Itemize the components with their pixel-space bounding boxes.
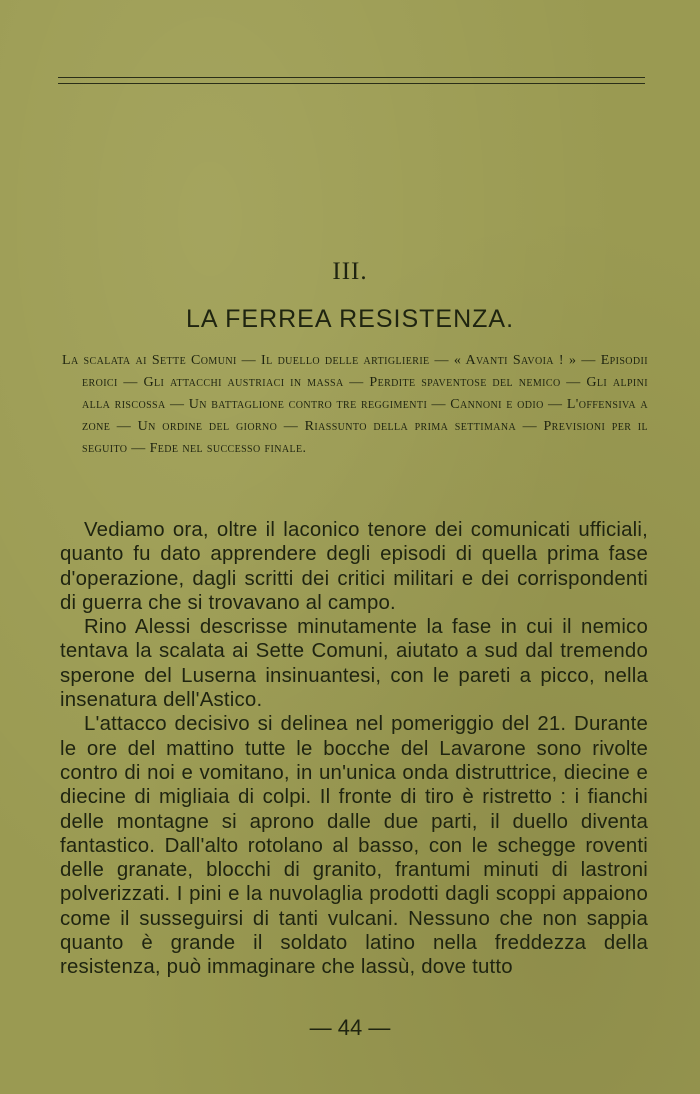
paragraph: Rino Alessi descrisse minutamente la fase in cui il nemico tentava la scalata ai Sette Comuni, aiutato a sud dal tremendo sperone del Luserna insinuantesi, con le pareti a picco, nella insenatura dell'Astico. [60,616,648,712]
page-number: — 44 — [309,1015,391,1040]
top-rule [58,77,645,78]
paragraph: Vediamo ora, oltre il laconico tenore dei comunicati ufficiali, quanto fu dato apprendere degli episodi di quella prima fase d'operazione, dagli scritti dei critici militari e dei corrispondenti di guerra che si trovavano al campo. [60,519,648,614]
chapter-number: III. [332,258,368,285]
chapter-summary: La scalata ai Sette Comuni — Il duello delle artiglierie — « Avanti Savoia ! » — Episodii eroici — Gli attacchi austriaci in massa — Perdite spaventose del nemico — Gli alpini alla riscossa — Un battaglione contro tre reggimenti — Cannoni e odio — L'offensiva a zone — Un ordine del giorno — Riassunto della prima settimana — Previsioni per il seguito — Fede nel successo finale. [62,353,648,456]
paragraph: L'attacco decisivo si delinea nel pomeriggio del 21. Durante le ore del mattino tutte le bocche del Lavarone sono rivolte contro di noi e vomitano, in un'unica onda distruttrice, diecine e diecine di migliaia di colpi. Il fronte di tiro è ristretto : i fianchi delle montagne si aprono dalle due parti, il duello diventa fantastico. Dall'alto rotolano al basso, con le schegge roventi delle granate, blocchi di granito, frantumi minuti di lastroni polverizzati. I pini e la nuvolaglia prodotti dagli scoppi appaiono come il susseguirsi di tanti vulcani. Nessuno che non sappia quanto è grande il soldato latino nella freddezza della resistenza, può immaginare che lassù, dove tutto [60,713,648,979]
chapter-title: LA FERREA RESISTENZA. [185,305,515,333]
body-text [60,518,648,980]
top-rule-thin [58,83,645,84]
